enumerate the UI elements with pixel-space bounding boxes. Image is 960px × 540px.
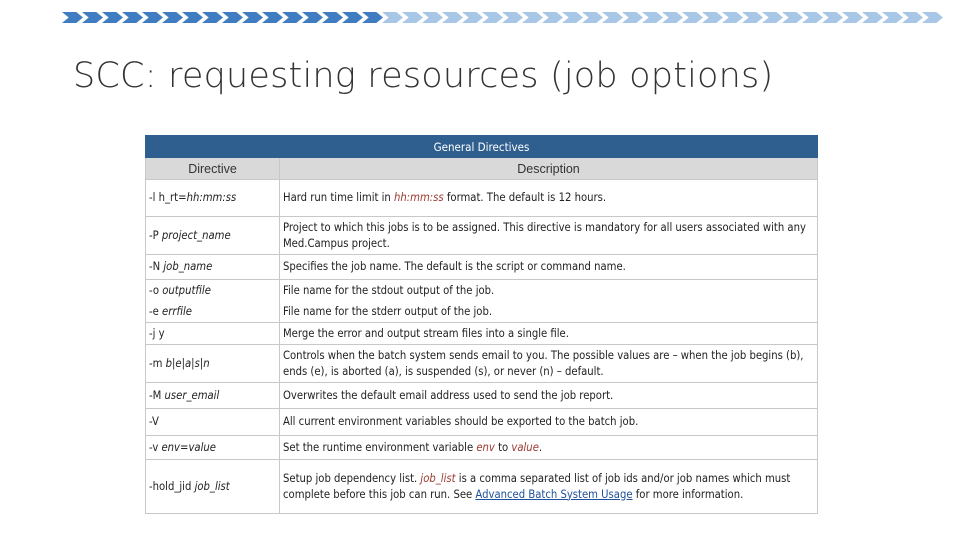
- directive-cell: -j y: [146, 323, 280, 345]
- chevron-shape: [122, 12, 143, 23]
- chevron-shape: [562, 12, 583, 23]
- directive-cell: -V: [146, 409, 280, 436]
- description-cell: Merge the error and output stream files into a single file.: [280, 323, 818, 345]
- table-row: [146, 217, 818, 255]
- directive-cell: -hold_jid job_list: [146, 460, 280, 514]
- directives-table: [145, 135, 818, 514]
- chevron-shape: [482, 12, 503, 23]
- description-cell: Setup job dependency list. job_list is a comma separated list of job ids and/or job names which must complete before this job can run. See Advanced Batch System Usage for more information.: [280, 460, 818, 514]
- table-row: [146, 255, 818, 280]
- description-cell: Project to which this jobs is to be assigned. This directive is mandatory for all users associated with any Med.Campus project.: [280, 217, 818, 255]
- chevron-shape: [322, 12, 343, 23]
- table-row: [146, 409, 818, 436]
- chevron-shape: [862, 12, 883, 23]
- directive-cell: -l h_rt=hh:mm:ss: [146, 180, 280, 217]
- chevron-shape: [342, 12, 363, 23]
- description-cell: All current environment variables should be exported to the batch job.: [280, 409, 818, 436]
- directive-cell: -M user_email: [146, 383, 280, 409]
- description-cell: Hard run time limit in hh:mm:ss format. The default is 12 hours.: [280, 180, 818, 217]
- chevron-shape: [762, 12, 783, 23]
- chevron-shape: [782, 12, 803, 23]
- chevron-shape: [802, 12, 823, 23]
- chevron-shape: [542, 12, 563, 23]
- chevron-shape: [302, 12, 323, 23]
- chevron-shape: [382, 12, 403, 23]
- chevron-shape: [602, 12, 623, 23]
- chevron-shape: [402, 12, 423, 23]
- chevron-shape: [882, 12, 903, 23]
- chevron-shape: [622, 12, 643, 23]
- chevron-shape: [742, 12, 763, 23]
- chevron-shape: [662, 12, 683, 23]
- chevron-shape: [222, 12, 243, 23]
- chevron-shape: [102, 12, 123, 23]
- chevron-shape: [502, 12, 523, 23]
- chevron-shape: [182, 12, 203, 23]
- directive-cell: -o outputfile: [146, 280, 280, 303]
- chevron-shape: [522, 12, 543, 23]
- column-header-description: Description: [280, 158, 818, 180]
- chevron-shape: [902, 12, 923, 23]
- table-row: [146, 436, 818, 460]
- directive-cell: -v env=value: [146, 436, 280, 460]
- chevron-shape: [462, 12, 483, 23]
- chevron-shape: [162, 12, 183, 23]
- column-header-directive: Directive: [146, 158, 280, 180]
- chevron-shape: [362, 12, 383, 23]
- chevron-shape: [282, 12, 303, 23]
- table-row: [146, 383, 818, 409]
- chevron-shape: [702, 12, 723, 23]
- table-row: [146, 180, 818, 217]
- description-cell: File name for the stdout output of the job.: [280, 280, 818, 303]
- chevron-shape: [642, 12, 663, 23]
- chevron-shape: [722, 12, 743, 23]
- slide-title: SCC: requesting resources (job options): [73, 56, 774, 96]
- table-row: [146, 303, 818, 323]
- directive-cell: -P project_name: [146, 217, 280, 255]
- description-cell: Specifies the job name. The default is the script or command name.: [280, 255, 818, 280]
- chevron-shape: [62, 12, 83, 23]
- decorative-chevron-banner: [62, 12, 946, 26]
- chevron-shape: [142, 12, 163, 23]
- table-row: [146, 323, 818, 345]
- chevron-shape: [822, 12, 843, 23]
- chevron-shape: [842, 12, 863, 23]
- directive-cell: -m b|e|a|s|n: [146, 345, 280, 383]
- chevron-shape: [262, 12, 283, 23]
- description-cell: File name for the stderr output of the job.: [280, 303, 818, 323]
- chevron-shape: [922, 12, 943, 23]
- chevron-shape: [582, 12, 603, 23]
- table-caption: General Directives: [146, 136, 818, 158]
- description-cell: Overwrites the default email address used to send the job report.: [280, 383, 818, 409]
- description-cell: Controls when the batch system sends email to you. The possible values are – when the job begins (b), ends (e), is aborted (a), is suspended (s), or never (n) – default.: [280, 345, 818, 383]
- table-row: [146, 280, 818, 303]
- advanced-batch-usage-link[interactable]: Advanced Batch System Usage: [475, 487, 633, 501]
- chevron-shape: [242, 12, 263, 23]
- chevron-shape: [422, 12, 443, 23]
- directive-cell: -N job_name: [146, 255, 280, 280]
- table-row: [146, 460, 818, 514]
- directive-cell: -e errfile: [146, 303, 280, 323]
- chevron-shape: [442, 12, 463, 23]
- chevron-shape: [682, 12, 703, 23]
- chevron-shape: [202, 12, 223, 23]
- chevron-shape: [82, 12, 103, 23]
- description-cell: Set the runtime environment variable env to value.: [280, 436, 818, 460]
- table-row: [146, 345, 818, 383]
